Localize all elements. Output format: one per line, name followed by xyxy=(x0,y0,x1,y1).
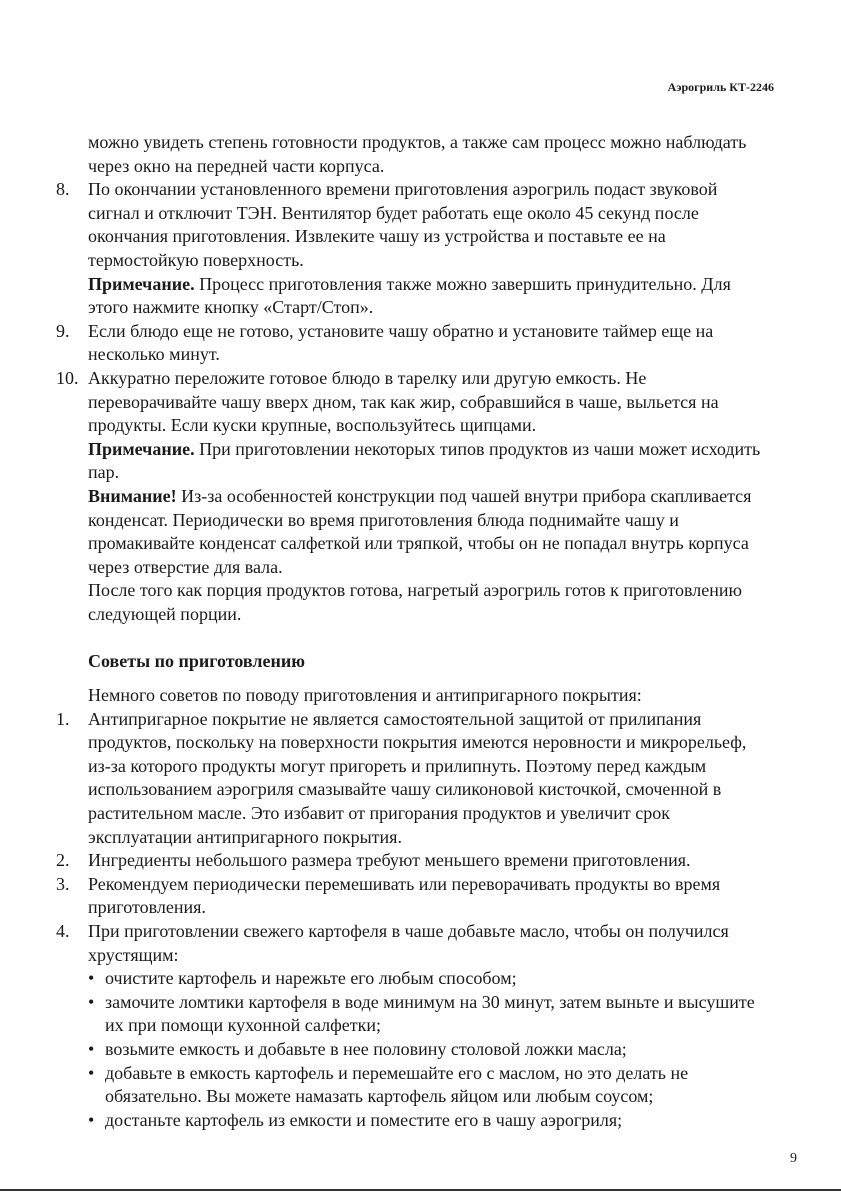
bullet-text: возьмите емкость и добавьте в нее половину столовой ложки масла; xyxy=(105,1038,627,1059)
step-item xyxy=(56,178,772,320)
tip-text: Ингредиенты небольшого размера требуют меньшего времени приготовления. xyxy=(88,850,691,871)
list-item xyxy=(88,991,772,1038)
tip-text: Антипригарное покрытие не является самостоятельной защитой от прилипания продуктов, поскольку на поверхности покрытия имеются неровности и микрорельеф, из-за которого продукты могут пригореть и прилипнуть. Поэтому перед каждым использованием аэрогриля смазывайте чашу силиконовой кисточкой, смоченной в растительном масле. Это избавит от пригорания продуктов и увеличит срок эксплуатации антипригарного покрытия. xyxy=(88,708,747,847)
note-label: Примечание. xyxy=(88,438,195,459)
bullet-text: достаньте картофель из емкости и поместите его в чашу аэрогриля; xyxy=(105,1109,623,1130)
tip-number: 1. xyxy=(56,708,70,729)
bullet-text: замочите ломтики картофеля в воде минимум на 30 минут, затем выньте и высушите их при помощи кухонной салфетки; xyxy=(105,991,755,1036)
bullet-text: добавьте в емкость картофель и перемешайте его с маслом, но это делать не обязательно. Вы можете намазать картофель яйцом или любым соусом; xyxy=(105,1062,689,1107)
note-text: Процесс приготовления также можно завершить принудительно. Для этого нажмите кнопку «Старт/Стоп». xyxy=(88,273,731,318)
step-text: Если блюдо еще не готово, установите чашу обратно и установите таймер еще на несколько минут. xyxy=(88,320,714,365)
bottom-rule xyxy=(0,1189,841,1191)
warning-label: Внимание! xyxy=(88,485,177,506)
tip-item xyxy=(56,920,772,1132)
step-text: По окончании установленного времени приготовления аэрогриль подаст звуковой сигнал и отключит ТЭН. Вентилятор будет работать еще около 45 секунд после окончания приготовления. Извлеките чашу из устройства и поставьте ее на термостойкую поверхность. xyxy=(88,179,718,270)
tips-section xyxy=(56,684,772,1132)
tip-item xyxy=(56,849,772,873)
list-item xyxy=(88,967,772,991)
tip-number: 3. xyxy=(56,873,70,894)
tip-item xyxy=(56,708,772,850)
step-number: 10. xyxy=(56,367,79,388)
note-text: При приготовлении некоторых типов продуктов из чаши может исходить пар. xyxy=(88,438,761,483)
bullet-icon: • xyxy=(88,1109,95,1130)
step-number: 9. xyxy=(56,320,70,341)
step-warning xyxy=(88,485,772,579)
bullet-text: очистите картофель и нарежьте его любым способом; xyxy=(105,968,517,989)
warning-text: Из-за особенностей конструкции под чашей внутри прибора скапливается конденсат. Периодически во время приготовления блюда поднимайте чашу и промакивайте конденсат салфеткой или тряпкой, чтобы он не попадал внутрь корпуса через отверстие для вала. xyxy=(88,485,752,577)
intro-continuation: можно увидеть степень готовности продуктов, а также сам процесс можно наблюдать через окно на передней части корпуса. xyxy=(88,132,747,176)
running-header: Аэрогриль КТ-2246 xyxy=(667,80,774,94)
tips-intro: Немного советов по поводу приготовления и антипригарного покрытия: xyxy=(88,685,642,705)
step-text: Аккуратно переложите готовое блюдо в тарелку или другую емкость. Не переворачивайте чашу вверх дном, так как жир, собравшийся в чаше, выльется на продукты. Если куски крупные, воспользуйтесь щипцами. xyxy=(88,367,719,436)
bullet-list xyxy=(88,967,772,1132)
page-number: 9 xyxy=(790,1151,797,1166)
tip-item xyxy=(56,873,772,920)
step-item xyxy=(56,367,772,627)
bullet-icon: • xyxy=(88,1062,95,1083)
tip-number: 4. xyxy=(56,920,70,941)
note-label: Примечание. xyxy=(88,273,195,294)
step-number: 8. xyxy=(56,179,70,200)
list-item xyxy=(88,1038,772,1062)
bullet-icon: • xyxy=(88,991,95,1012)
step-note xyxy=(88,579,772,626)
list-item xyxy=(88,1062,772,1109)
step-item xyxy=(56,320,772,367)
step-note xyxy=(88,273,772,320)
bullet-icon: • xyxy=(88,968,95,989)
list-item xyxy=(88,1109,772,1133)
section-heading: Советы по приготовлению xyxy=(88,651,305,671)
tip-text: При приготовлении свежего картофеля в чаше добавьте масло, чтобы он получился хрустящим: xyxy=(88,920,729,965)
instructions-continued xyxy=(56,131,772,626)
bullet-icon: • xyxy=(88,1038,95,1059)
step-note xyxy=(88,438,772,485)
note-text: После того как порция продуктов готова, нагретый аэрогриль готов к приготовлению следующей порции. xyxy=(88,580,742,624)
tip-text: Рекомендуем периодически перемешивать или переворачивать продукты во время приготовления. xyxy=(88,873,721,918)
tip-number: 2. xyxy=(56,850,70,871)
